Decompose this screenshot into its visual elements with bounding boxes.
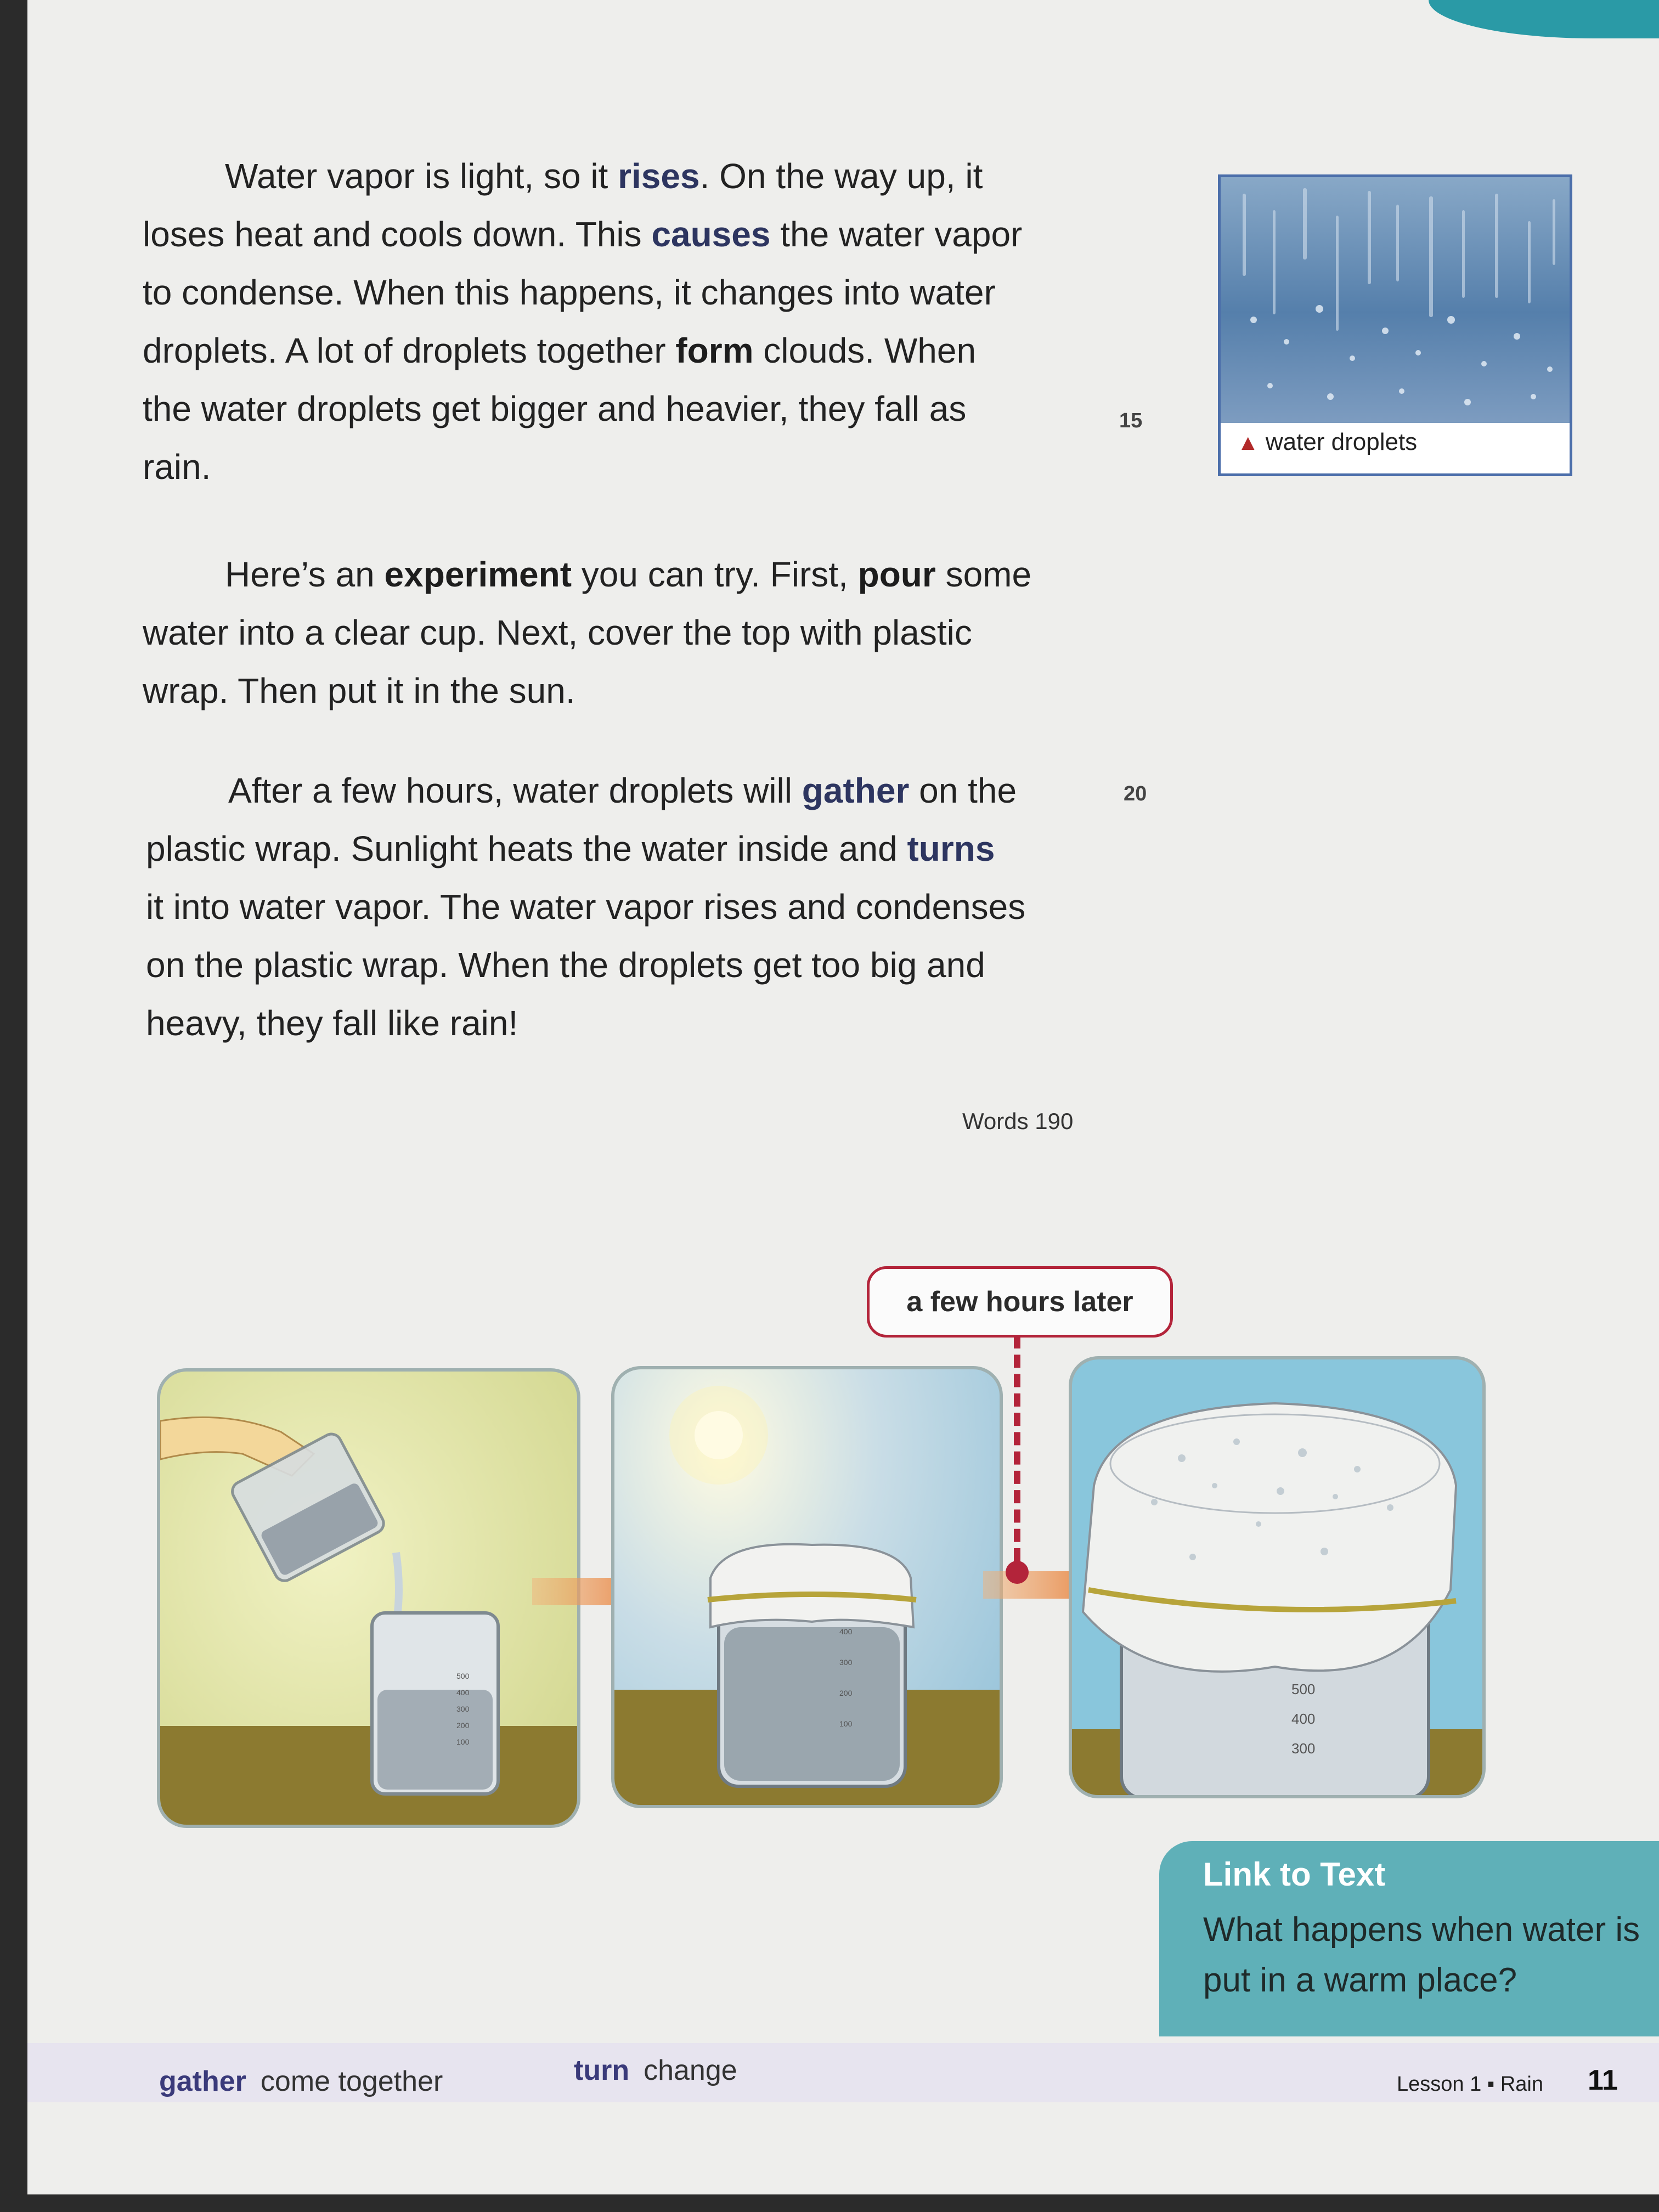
callout-dashed-line: [1014, 1335, 1020, 1561]
scale-mark: 400: [839, 1627, 853, 1636]
vocabulary-word: pour: [857, 555, 936, 594]
glossary-entry-gather: [159, 2065, 443, 2098]
glossary-word: gather: [159, 2066, 246, 2097]
text-run: on the: [909, 771, 1017, 810]
experiment-panel-sun: [611, 1366, 1003, 1808]
glossary-word: turn: [574, 2055, 630, 2086]
textbook-page: [27, 0, 1659, 2194]
triangle-icon: ▲: [1237, 431, 1259, 455]
link-to-text-box: [1159, 1841, 1659, 2036]
paragraph-2: [143, 545, 1130, 720]
glossary-entry-turn: [574, 2054, 737, 2087]
text-run: it into water vapor. The water vapor rises and condenses: [146, 887, 1026, 927]
text-run: After a few hours, water droplets will: [228, 771, 802, 810]
paragraph-text: [146, 761, 1133, 1052]
page-corner-decoration: [1429, 0, 1659, 38]
droplets-image: [1221, 177, 1570, 423]
text-run: some: [935, 555, 1032, 594]
vocabulary-word: rises: [618, 156, 700, 196]
photo-caption: [1237, 428, 1417, 456]
callout-dot: [1006, 1561, 1029, 1584]
text-run: plastic wrap. Sunlight heats the water inside and: [146, 829, 907, 868]
experiment-panel-droplets: [1069, 1356, 1486, 1798]
scale-mark: 500: [1291, 1681, 1316, 1697]
scale-mark: 500: [456, 1672, 470, 1680]
pouring-illustration: [160, 1372, 577, 1825]
vocabulary-word: form: [675, 331, 754, 370]
lesson-number: Lesson 1: [1397, 2073, 1482, 2096]
scale-mark: 100: [839, 1719, 853, 1728]
scale-mark: 100: [456, 1737, 470, 1746]
text-run: Here’s an: [225, 555, 385, 594]
lesson-label: [1397, 2073, 1543, 2096]
scale-mark: 400: [456, 1688, 470, 1697]
line-number-20: 20: [1124, 782, 1147, 805]
scale-mark: 200: [839, 1689, 853, 1697]
scale-mark: 400: [1291, 1711, 1316, 1727]
text-run: the water droplets get bigger and heavier, they fall as: [143, 389, 967, 428]
paragraph-text: [143, 147, 1130, 496]
vocabulary-word: experiment: [384, 555, 572, 594]
vocabulary-word: causes: [651, 215, 771, 254]
glossary-definition: change: [644, 2055, 737, 2086]
beaker-scale: [839, 1616, 852, 1739]
scale-mark: 300: [456, 1705, 470, 1713]
time-callout: a few hours later: [867, 1266, 1173, 1338]
text-run: . On the way up, it: [699, 156, 983, 196]
text-run: loses heat and cools down. This: [143, 215, 652, 254]
text-run: on the plastic wrap. When the droplets get too big and: [146, 945, 985, 985]
covered-beaker-illustration: [614, 1369, 1000, 1805]
page-number: 11: [1588, 2064, 1618, 2096]
text-run: droplets. A lot of droplets together: [143, 331, 676, 370]
vocabulary-word: gather: [802, 771, 910, 810]
link-to-text-title: Link to Text: [1203, 1856, 1386, 1893]
paragraph-3: [146, 761, 1133, 1052]
bullet-icon: ▪: [1487, 2073, 1495, 2096]
experiment-panel-pour: [157, 1368, 580, 1828]
droplets-beaker-illustration: [1072, 1359, 1482, 1795]
line-number-15: 15: [1119, 409, 1143, 432]
paragraph-text: [143, 545, 1130, 720]
word-count: Words 190: [962, 1108, 1074, 1134]
text-run: water into a clear cup. Next, cover the top with plastic: [143, 613, 972, 652]
water-droplets-photo: [1218, 174, 1572, 476]
text-run: you can try. First,: [572, 555, 858, 594]
text-run: to condense. When this happens, it changes into water: [143, 273, 996, 312]
scale-mark: 300: [839, 1658, 853, 1667]
text-run: rain.: [143, 447, 211, 487]
text-run: Water vapor is light, so it: [225, 156, 618, 196]
vocabulary-word: turns: [907, 829, 995, 868]
beaker-scale: [456, 1668, 469, 1750]
link-to-text-question: What happens when water is put in a warm place?: [1203, 1911, 1640, 1999]
beaker-scale: [1291, 1674, 1315, 1763]
text-run: clouds. When: [753, 331, 977, 370]
text-run: the water vapor: [770, 215, 1023, 254]
text-run: heavy, they fall like rain!: [146, 1003, 518, 1043]
glossary-definition: come together: [260, 2066, 443, 2097]
text-run: wrap. Then put it in the sun.: [143, 671, 575, 710]
paragraph-1: [143, 147, 1130, 496]
photo-caption-text: water droplets: [1265, 428, 1418, 455]
scale-mark: 300: [1291, 1740, 1316, 1757]
lesson-title: Rain: [1500, 2073, 1543, 2096]
scale-mark: 200: [456, 1721, 470, 1730]
